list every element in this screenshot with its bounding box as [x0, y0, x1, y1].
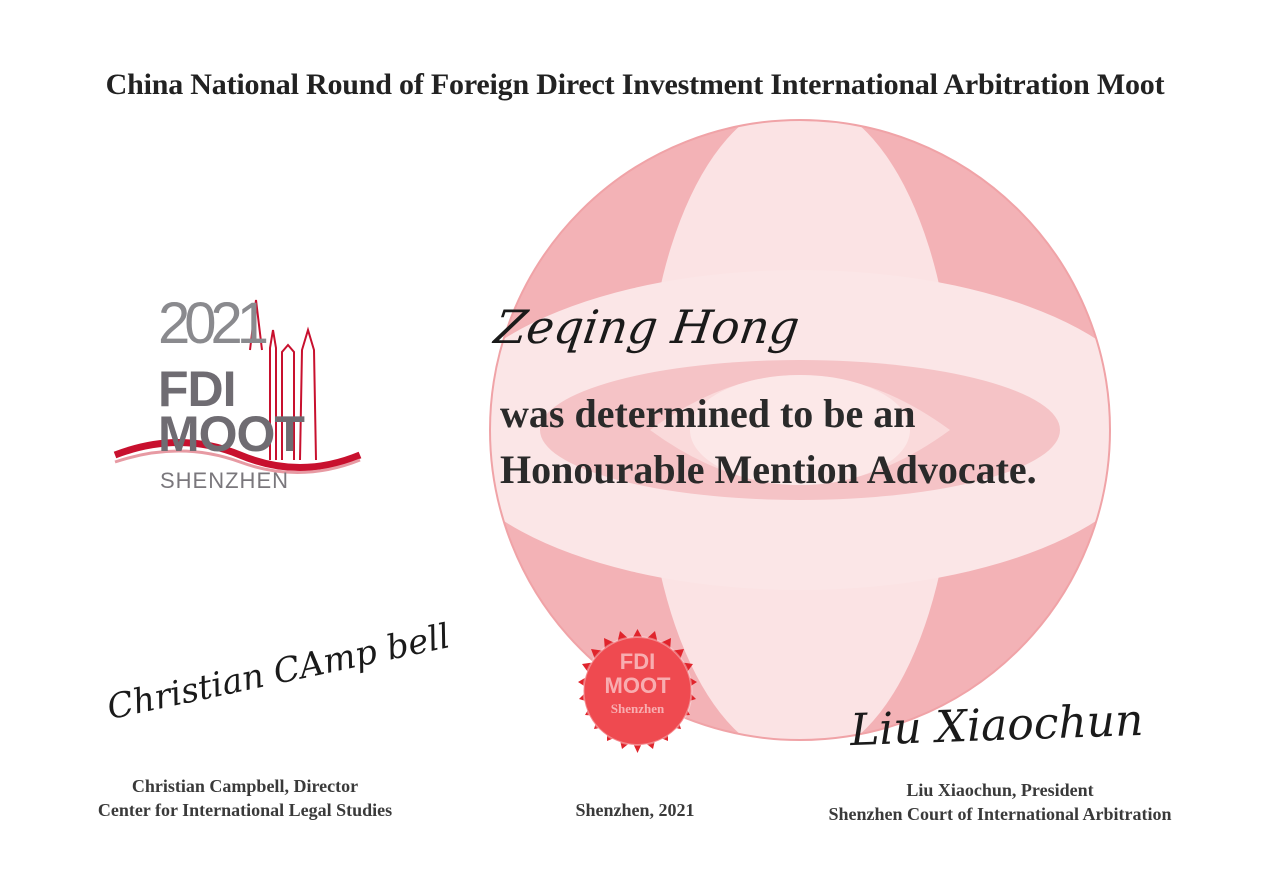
- right-signature: Liu Xiaochun: [849, 694, 1145, 757]
- award-statement-line2: Honourable Mention Advocate.: [500, 447, 1037, 492]
- certificate-title: China National Round of Foreign Direct Investment International Arbitration Moot: [105, 68, 1165, 101]
- right-signatory-organization: Shenzhen Court of International Arbitration: [828, 804, 1172, 824]
- logo-year: 2021: [158, 291, 264, 356]
- seal-text-city: Shenzhen: [610, 701, 665, 716]
- seal-text-fdi: FDI: [619, 649, 656, 674]
- left-signatory-organization: Center for International Legal Studies: [97, 800, 393, 820]
- logo-moot: MOOT: [158, 406, 304, 462]
- place-and-date: Shenzhen, 2021: [575, 800, 695, 820]
- seal-text-moot: MOOT: [604, 673, 671, 698]
- right-signatory-name: Liu Xiaochun, President: [906, 780, 1094, 800]
- left-signature: Christian CAmp bell: [103, 616, 454, 728]
- logo-city: SHENZHEN: [160, 468, 290, 493]
- red-seal: [555, 607, 720, 772]
- recipient-name: Zeqing Hong: [491, 300, 803, 354]
- fdi-moot-logo: [110, 290, 370, 500]
- left-signatory-name: Christian Campbell, Director: [131, 776, 359, 796]
- logo-fdi: FDI: [158, 361, 236, 417]
- award-statement-line1: was determined to be an: [500, 391, 916, 436]
